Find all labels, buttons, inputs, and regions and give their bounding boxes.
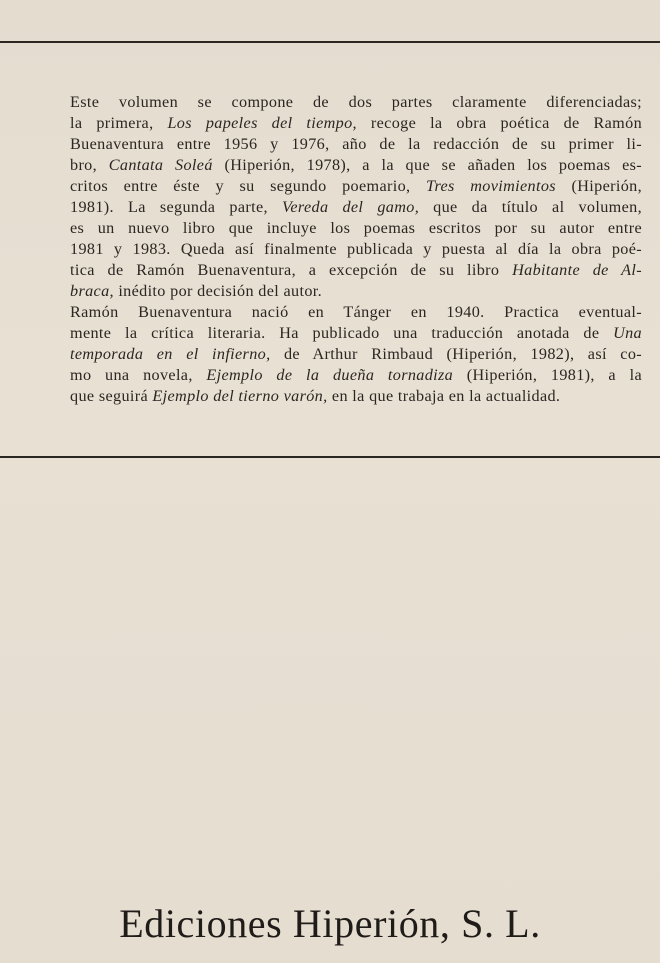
blurb-paragraph-1 bbox=[70, 92, 642, 302]
text-run: inédito por decisión del autor. bbox=[113, 282, 323, 300]
text-run: la primera, bbox=[70, 114, 168, 132]
text-line bbox=[70, 218, 642, 239]
italic-title: braca, bbox=[70, 282, 114, 300]
top-rule bbox=[0, 41, 660, 43]
italic-title: Habitante de Al- bbox=[512, 261, 642, 279]
italic-title: Ejemplo del tierno varón, bbox=[152, 387, 328, 405]
italic-title: Una bbox=[613, 324, 642, 342]
text-run: (Hiperión, bbox=[555, 177, 642, 195]
italic-title: Ejemplo de la dueña tornadiza bbox=[206, 366, 454, 384]
text-run: que seguirá bbox=[70, 387, 153, 405]
text-line bbox=[70, 386, 642, 407]
text-line bbox=[70, 113, 642, 134]
text-run: Este volumen se compone de dos partes claramente diferenciadas; bbox=[70, 93, 642, 111]
text-line bbox=[70, 92, 642, 113]
text-run: de Arthur Rimbaud (Hiperión, 1982), así co- bbox=[270, 345, 643, 363]
text-run: recoge la obra poética de Ramón bbox=[356, 114, 643, 132]
text-line bbox=[70, 323, 642, 344]
text-line bbox=[70, 281, 642, 302]
text-line bbox=[70, 365, 642, 386]
text-run: mente la crítica literaria. Ha publicado una traducción anotada de bbox=[70, 324, 614, 342]
text-line bbox=[70, 134, 642, 155]
bottom-rule bbox=[0, 456, 660, 458]
italic-title: temporada en el infierno, bbox=[70, 345, 271, 363]
blurb-text bbox=[70, 92, 642, 407]
text-run: que da título al volumen, bbox=[419, 198, 642, 216]
text-run: mo una novela, bbox=[70, 366, 207, 384]
text-run: bro, bbox=[70, 156, 109, 174]
text-run: Ramón Buenaventura nació en Tánger en 1940. Practica eventual- bbox=[70, 303, 642, 321]
blurb-paragraph-2 bbox=[70, 302, 642, 407]
text-line bbox=[70, 155, 642, 176]
publisher-imprint: Ediciones Hiperión, S. L. bbox=[119, 901, 541, 946]
italic-title: Los papeles del tiempo, bbox=[167, 114, 357, 132]
text-run: en la que trabaja en la actualidad. bbox=[327, 387, 561, 405]
text-run: (Hiperión, 1981), a la bbox=[453, 366, 642, 384]
italic-title: Vereda del gamo, bbox=[281, 198, 420, 216]
text-run: (Hiperión, 1978), a la que se añaden los poemas es- bbox=[212, 156, 643, 174]
text-line bbox=[70, 197, 642, 218]
italic-title: Tres movimientos bbox=[426, 177, 556, 195]
text-line bbox=[70, 176, 642, 197]
text-line bbox=[70, 239, 642, 260]
italic-title: Cantata Soleá bbox=[108, 156, 213, 174]
text-line bbox=[70, 260, 642, 281]
text-line bbox=[70, 344, 642, 365]
text-run: critos entre éste y su segundo poemario, bbox=[70, 177, 426, 195]
text-run: tica de Ramón Buenaventura, a excepción de su libro bbox=[70, 261, 513, 279]
text-run: Buenaventura entre 1956 y 1976, año de la redacción de su primer li- bbox=[70, 135, 642, 153]
text-run: 1981). La segunda parte, bbox=[70, 198, 282, 216]
text-run: 1981 y 1983. Queda así finalmente publicada y puesta al día la obra poé- bbox=[70, 240, 642, 258]
text-line bbox=[70, 302, 642, 323]
text-run: es un nuevo libro que incluye los poemas escritos por su autor entre bbox=[70, 219, 642, 237]
